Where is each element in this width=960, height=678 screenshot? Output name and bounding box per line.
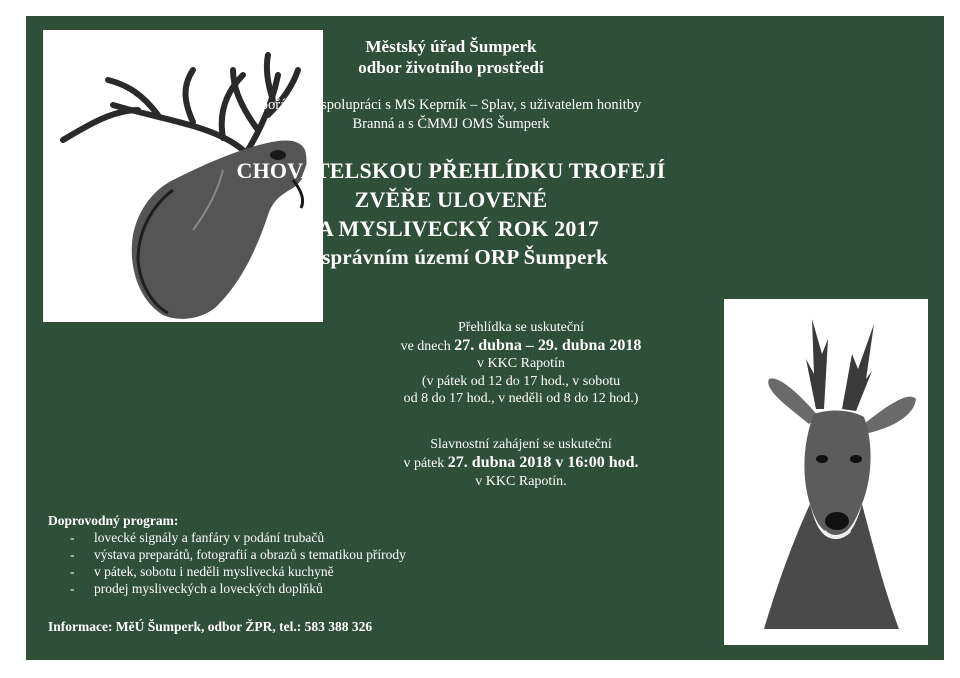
headline-line-1: CHOVATELSKOU PŘEHLÍDKU TROFEJÍ [236,158,666,183]
poster [26,16,944,660]
program-item-text: lovecké signály a fanfáry v podání trubačů [94,530,325,545]
opening-datetime: 27. dubna 2018 v 16:00 hod. [447,454,639,471]
exhibition-intro: Přehlídka se uskuteční [458,320,584,335]
bullet-dash: - [70,547,75,562]
opening-venue: v KKC Rapotín. [475,474,567,489]
opening-prefix: v pátek [403,456,445,471]
exhibition-hours-line-1: (v pátek od 12 do 17 hod., v sobotu [421,373,621,389]
cooperation-text [231,96,671,134]
accompanying-program [48,512,568,597]
cooperation-line-2: Branná a s ČMMJ OMS Šumperk [352,116,550,132]
office-name: Městský úřad Šumperk [365,37,537,56]
headline-line-2: ZVĚŘE ULOVENÉ [354,187,548,212]
program-item [70,546,568,563]
program-title: Doprovodný program: [48,513,179,528]
headline-line-4: na správním území ORP Šumperk [294,245,608,269]
bullet-dash: - [70,564,75,579]
exhibition-venue: v KKC Rapotín [477,356,565,371]
program-item [70,529,568,546]
bullet-dash: - [70,530,75,545]
headline-line-3: ZA MYSLIVECKÝ ROK 2017 [303,216,599,241]
roe-deer-drawing [724,299,928,645]
program-item [70,580,568,597]
exhibition-hours-line-2: od 8 do 17 hod., v neděli od 8 do 12 hod.) [403,391,639,406]
exhibition-dates-line [331,337,711,356]
exhibition-dates-prefix: ve dnech [400,338,451,354]
cooperation-line-1: pořádá ve spolupráci s MS Keprník – Splav, s uživatelem honitby [260,97,642,113]
event-headline [161,156,741,272]
program-item [70,563,568,580]
exhibition-dates: 27. dubna – 29. dubna 2018 [454,336,642,354]
department-name: odbor životního prostředí [358,58,544,77]
office-header [236,36,666,78]
opening-datetime-line [331,454,711,473]
program-list [48,529,568,597]
contact-info: Informace: MěÚ Šumperk, odbor ŽPR, tel.: 583 388 326 [48,619,373,634]
bullet-dash: - [70,581,75,596]
program-item-text: prodej mysliveckých a loveckých doplňků [94,581,323,596]
program-item-text: výstava preparátů, fotografií a obrazů s tematikou přírody [94,547,406,562]
opening-intro: Slavnostní zahájení se uskuteční [430,437,612,452]
exhibition-info [331,319,711,408]
opening-info [331,436,711,491]
program-item-text: v pátek, sobotu i neděli myslivecká kuchyně [94,564,334,579]
roe-deer-illustration [724,299,928,645]
